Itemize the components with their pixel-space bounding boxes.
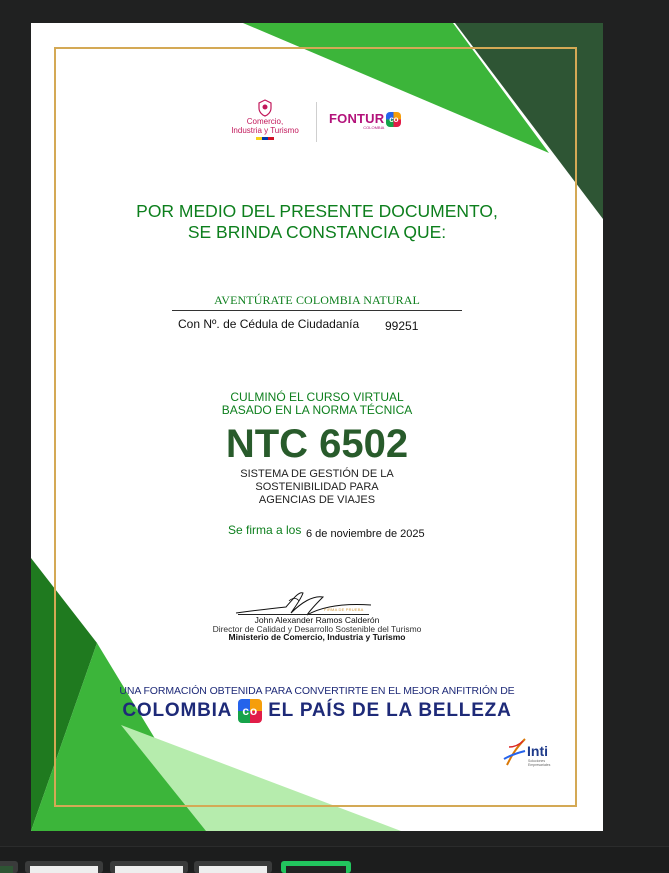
coat-of-arms-icon	[257, 99, 273, 117]
sign-label: Se firma a los	[228, 523, 302, 537]
logo-divider	[316, 102, 317, 142]
sign-date: 6 de noviembre de 2025	[306, 528, 425, 540]
inti-word: Inti	[527, 743, 548, 759]
page-thumbnail[interactable]	[0, 861, 18, 873]
brand-left: COLOMBIA	[122, 700, 233, 721]
mincit-logo	[224, 99, 306, 145]
inti-sub-line-2: Empresariales	[528, 763, 551, 767]
signature-tag: FIRMA DE PRUEBA	[324, 607, 364, 612]
co-badge-icon: co	[238, 699, 262, 723]
signatory-role: Director de Calidad y Desarrollo Sostenible del Turismo	[212, 624, 422, 634]
colombia-flag-icon	[256, 137, 274, 140]
course-intro-line-2: BASADO EN LA NORMA TÉCNICA	[221, 403, 413, 417]
recipient-name: AVENTÚRATE COLOMBIA NATURAL	[214, 293, 420, 307]
heading-line-2: SE BRINDA CONSTANCIA QUE:	[187, 222, 447, 242]
certificate-heading	[91, 201, 543, 243]
page-thumbnail-selected[interactable]	[281, 861, 351, 873]
signatory-organization: Ministerio de Comercio, Industria y Turismo	[228, 632, 406, 642]
co-badge-icon: co	[386, 112, 401, 127]
inti-sub	[528, 759, 550, 767]
course-name	[131, 468, 503, 507]
page-thumbnail[interactable]	[25, 861, 103, 873]
id-value: 99251	[385, 319, 419, 333]
bottom-tagline: UNA FORMACIÓN OBTENIDA PARA CONVERTIRTE EN EL MEJOR ANFITRIÓN DE	[119, 685, 515, 697]
thumbnail-strip	[0, 846, 669, 871]
mincit-text-line-1: Comercio,	[246, 117, 284, 126]
logo-row	[31, 99, 603, 149]
recipient-underline	[172, 310, 462, 311]
mincit-text-line-2: Industria y Turismo	[231, 126, 299, 135]
certificate-page	[31, 23, 603, 831]
fontur-sub: COLOMBIA	[363, 125, 385, 130]
fontur-word: FONTUR	[329, 111, 385, 126]
heading-line-1: POR MEDIO DEL PRESENTE DOCUMENTO,	[136, 201, 498, 221]
inti-sub-line-1: Soluciones	[528, 759, 546, 763]
page-thumbnail[interactable]	[194, 861, 272, 873]
course-name-line-1: SISTEMA DE GESTIÓN DE LA	[240, 468, 394, 480]
course-name-line-3: AGENCIAS DE VIAJES	[258, 494, 376, 506]
course-intro-line-1: CULMINÓ EL CURSO VIRTUAL	[230, 390, 404, 404]
course-code: NTC 6502	[225, 422, 409, 466]
id-label: Con Nº. de Cédula de Ciudadanía	[178, 317, 360, 331]
signatory-name: John Alexander Ramos Calderón	[254, 615, 380, 625]
fontur-logo	[329, 112, 401, 134]
colombia-brand	[71, 698, 563, 724]
brand-right: EL PAÍS DE LA BELLEZA	[268, 700, 512, 721]
course-intro	[131, 391, 503, 417]
page-thumbnail[interactable]	[110, 861, 188, 873]
course-name-line-2: SOSTENIBILIDAD PARA	[255, 481, 379, 493]
